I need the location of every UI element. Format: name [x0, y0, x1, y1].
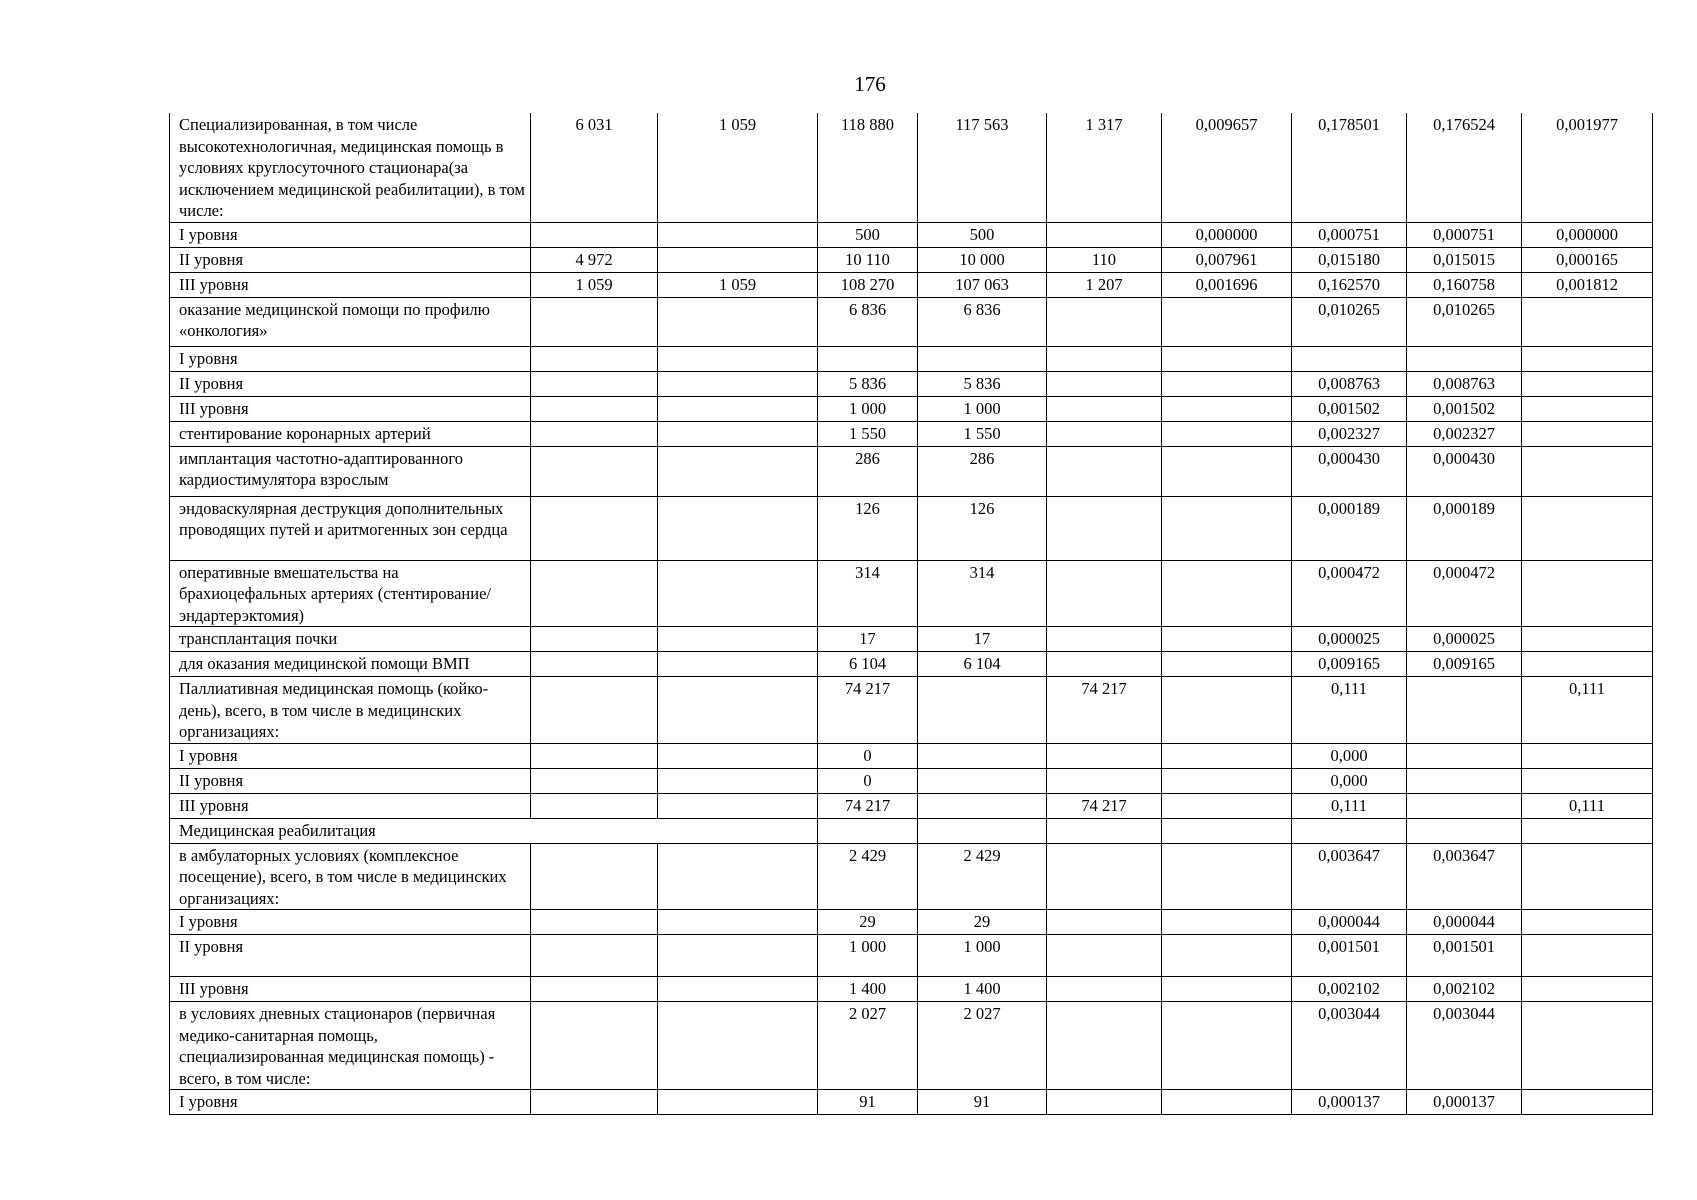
table-cell — [658, 1090, 818, 1115]
table-row — [170, 247, 1653, 272]
table-cell — [918, 818, 1047, 843]
table-cell — [658, 627, 818, 652]
table-cell — [658, 496, 818, 560]
table-row — [170, 935, 1653, 977]
table-cell: 108 270 — [818, 272, 918, 297]
table-cell: 0,000 — [1292, 743, 1407, 768]
table-cell: 74 217 — [1047, 677, 1162, 744]
table-cell — [531, 446, 658, 496]
table-cell — [1522, 446, 1653, 496]
table-cell — [531, 346, 658, 371]
table-cell — [531, 910, 658, 935]
table-cell — [1522, 627, 1653, 652]
table-cell: 0,000000 — [1162, 222, 1292, 247]
table-cell — [531, 977, 658, 1002]
table-cell: 0,001812 — [1522, 272, 1653, 297]
table-row — [170, 743, 1653, 768]
table-cell: 0,007961 — [1162, 247, 1292, 272]
row-label: I уровня — [170, 743, 531, 768]
table-cell: 17 — [918, 627, 1047, 652]
table-cell — [918, 346, 1047, 371]
table-row — [170, 793, 1653, 818]
table-cell: 1 000 — [818, 935, 918, 977]
table-cell — [1162, 396, 1292, 421]
table-cell: 110 — [1047, 247, 1162, 272]
table-cell — [531, 396, 658, 421]
table-cell — [531, 768, 658, 793]
table-cell: 0,010265 — [1407, 297, 1522, 346]
table-cell — [1522, 560, 1653, 627]
table-cell: 29 — [918, 910, 1047, 935]
table-cell: 2 429 — [818, 843, 918, 910]
table-cell — [1162, 421, 1292, 446]
table-cell — [531, 222, 658, 247]
table-cell: 0,000189 — [1292, 496, 1407, 560]
row-label: трансплантация почки — [170, 627, 531, 652]
table-cell — [1522, 843, 1653, 910]
table-cell: 0,009165 — [1292, 652, 1407, 677]
row-label: III уровня — [170, 793, 531, 818]
row-label: III уровня — [170, 272, 531, 297]
table-cell: 0,000751 — [1292, 222, 1407, 247]
table-cell — [658, 371, 818, 396]
table-cell — [531, 496, 658, 560]
table-cell — [1162, 818, 1292, 843]
table-cell: 0,111 — [1522, 793, 1653, 818]
table-cell: 0,001502 — [1407, 396, 1522, 421]
table-cell — [1047, 1002, 1162, 1090]
table-cell — [1162, 446, 1292, 496]
table-row — [170, 346, 1653, 371]
table-cell — [1047, 743, 1162, 768]
table-cell — [1162, 496, 1292, 560]
table-cell: 0,003044 — [1407, 1002, 1522, 1090]
row-label: Медицинская реабилитация — [170, 818, 818, 843]
table-cell: 500 — [818, 222, 918, 247]
table-cell — [1292, 818, 1407, 843]
table-cell — [918, 793, 1047, 818]
row-label: в амбулаторных условиях (комплексное посещение), всего, в том числе в медицинских организациях: — [170, 843, 531, 910]
row-label: II уровня — [170, 935, 531, 977]
table-cell — [531, 627, 658, 652]
table-body — [170, 113, 1653, 1115]
table-cell — [1407, 793, 1522, 818]
table-cell: 0,000044 — [1407, 910, 1522, 935]
table-cell — [1047, 396, 1162, 421]
table-cell: 0,010265 — [1292, 297, 1407, 346]
table-cell — [1407, 743, 1522, 768]
table-row — [170, 496, 1653, 560]
table-cell — [1162, 910, 1292, 935]
table-cell: 74 217 — [818, 677, 918, 744]
table-cell: 0,178501 — [1292, 113, 1407, 222]
table-cell: 1 059 — [658, 272, 818, 297]
table-cell: 1 000 — [818, 396, 918, 421]
table-row — [170, 818, 1653, 843]
table-cell: 0,001501 — [1292, 935, 1407, 977]
row-label: I уровня — [170, 346, 531, 371]
table-cell — [531, 1002, 658, 1090]
table-cell — [531, 743, 658, 768]
table-cell: 0,009657 — [1162, 113, 1292, 222]
table-cell — [1522, 768, 1653, 793]
table-cell: 1 059 — [658, 113, 818, 222]
table-cell — [1407, 768, 1522, 793]
table-cell: 0,001501 — [1407, 935, 1522, 977]
table-cell: 91 — [918, 1090, 1047, 1115]
row-label: имплантация частотно-адаптированного кардиостимулятора взрослым — [170, 446, 531, 496]
table-cell — [531, 560, 658, 627]
table-cell — [658, 910, 818, 935]
table-cell — [918, 677, 1047, 744]
table-cell: 0,008763 — [1407, 371, 1522, 396]
table-cell — [1522, 421, 1653, 446]
table-cell: 0,160758 — [1407, 272, 1522, 297]
table-cell: 0,176524 — [1407, 113, 1522, 222]
table-cell: 1 207 — [1047, 272, 1162, 297]
table-row — [170, 371, 1653, 396]
table-cell — [1162, 768, 1292, 793]
table-cell — [658, 843, 818, 910]
table-row — [170, 396, 1653, 421]
table-row — [170, 977, 1653, 1002]
table-cell: 286 — [818, 446, 918, 496]
table-row — [170, 768, 1653, 793]
row-label: I уровня — [170, 910, 531, 935]
table-cell: 118 880 — [818, 113, 918, 222]
table-cell: 0,001502 — [1292, 396, 1407, 421]
table-cell: 6 031 — [531, 113, 658, 222]
table-cell: 0,009165 — [1407, 652, 1522, 677]
row-label: Паллиативная медицинская помощь (койко-день), всего, в том числе в медицинских организациях: — [170, 677, 531, 744]
row-label: эндоваскулярная деструкция дополнительных проводящих путей и аритмогенных зон сердца — [170, 496, 531, 560]
row-label: I уровня — [170, 1090, 531, 1115]
table-cell — [531, 935, 658, 977]
table-cell — [1047, 421, 1162, 446]
table-cell: 1 000 — [918, 935, 1047, 977]
table-cell: 107 063 — [918, 272, 1047, 297]
table-cell — [658, 222, 818, 247]
table-row — [170, 843, 1653, 910]
table-cell — [1047, 371, 1162, 396]
table-row — [170, 421, 1653, 446]
table-cell — [658, 768, 818, 793]
row-label: в условиях дневных стационаров (первичная медико-санитарная помощь, специализированная медицинская помощь) - всего, в том числе: — [170, 1002, 531, 1090]
table-row — [170, 627, 1653, 652]
table-cell: 0,015015 — [1407, 247, 1522, 272]
table-cell — [818, 818, 918, 843]
table-cell: 0,111 — [1292, 677, 1407, 744]
table-cell — [1047, 627, 1162, 652]
table-cell: 0,003647 — [1407, 843, 1522, 910]
row-label: стентирование коронарных артерий — [170, 421, 531, 446]
table-row — [170, 652, 1653, 677]
table-cell: 314 — [818, 560, 918, 627]
table-cell: 10 110 — [818, 247, 918, 272]
table-cell: 1 000 — [918, 396, 1047, 421]
table-cell: 2 429 — [918, 843, 1047, 910]
page-number: 176 — [854, 72, 886, 96]
table-cell: 0,000472 — [1407, 560, 1522, 627]
table-cell — [1522, 496, 1653, 560]
row-label: III уровня — [170, 396, 531, 421]
table-cell — [658, 396, 818, 421]
table-cell — [1162, 843, 1292, 910]
table-row — [170, 297, 1653, 346]
table-cell — [1162, 346, 1292, 371]
table-cell — [531, 677, 658, 744]
table-cell: 5 836 — [818, 371, 918, 396]
table-cell: 0,000430 — [1292, 446, 1407, 496]
table-cell: 6 836 — [918, 297, 1047, 346]
table-cell — [918, 743, 1047, 768]
table-cell: 0,001696 — [1162, 272, 1292, 297]
table-cell: 1 550 — [818, 421, 918, 446]
table-cell: 0,001977 — [1522, 113, 1653, 222]
table-cell — [1522, 977, 1653, 1002]
table-cell — [1522, 1090, 1653, 1115]
table-cell: 0,000472 — [1292, 560, 1407, 627]
table-cell — [1047, 910, 1162, 935]
table-cell — [658, 743, 818, 768]
table-cell — [1522, 1002, 1653, 1090]
table-cell: 314 — [918, 560, 1047, 627]
table-cell: 0,000751 — [1407, 222, 1522, 247]
table-cell: 1 400 — [918, 977, 1047, 1002]
table-cell — [1162, 743, 1292, 768]
table-cell — [1407, 677, 1522, 744]
table-cell — [1162, 677, 1292, 744]
table-cell — [531, 652, 658, 677]
table-cell — [531, 793, 658, 818]
table-cell: 0,000189 — [1407, 496, 1522, 560]
table-cell — [1522, 371, 1653, 396]
table-cell: 4 972 — [531, 247, 658, 272]
table-cell — [1047, 346, 1162, 371]
table-cell: 0,000430 — [1407, 446, 1522, 496]
table-cell — [1522, 297, 1653, 346]
table-cell — [1047, 560, 1162, 627]
table-cell: 1 317 — [1047, 113, 1162, 222]
row-label: оказание медицинской помощи по профилю «онкология» — [170, 297, 531, 346]
table-row — [170, 113, 1653, 222]
table-cell: 0,002327 — [1292, 421, 1407, 446]
table-cell: 91 — [818, 1090, 918, 1115]
table-cell: 0,008763 — [1292, 371, 1407, 396]
table-cell: 0,000137 — [1292, 1090, 1407, 1115]
table-cell: 2 027 — [918, 1002, 1047, 1090]
table-cell: 0,003647 — [1292, 843, 1407, 910]
table-cell — [531, 421, 658, 446]
table-row — [170, 1002, 1653, 1090]
table-cell: 0,000025 — [1407, 627, 1522, 652]
table-cell — [1162, 793, 1292, 818]
table-cell — [1047, 768, 1162, 793]
table-cell — [658, 446, 818, 496]
table-cell — [658, 297, 818, 346]
table-cell: 500 — [918, 222, 1047, 247]
table-cell: 17 — [818, 627, 918, 652]
table-cell: 74 217 — [818, 793, 918, 818]
table-cell — [1407, 346, 1522, 371]
table-cell — [1522, 346, 1653, 371]
table-cell: 0,162570 — [1292, 272, 1407, 297]
table-cell — [1047, 496, 1162, 560]
table-cell: 0,003044 — [1292, 1002, 1407, 1090]
table-cell: 117 563 — [918, 113, 1047, 222]
table-cell: 0,002327 — [1407, 421, 1522, 446]
table-cell — [1047, 977, 1162, 1002]
table-cell: 0,015180 — [1292, 247, 1407, 272]
table-cell: 6 836 — [818, 297, 918, 346]
table-cell — [1292, 346, 1407, 371]
table-cell: 0,000 — [1292, 768, 1407, 793]
table-cell — [658, 977, 818, 1002]
table-cell — [1047, 1090, 1162, 1115]
table-cell: 5 836 — [918, 371, 1047, 396]
table-cell — [1047, 935, 1162, 977]
row-label: III уровня — [170, 977, 531, 1002]
table-cell — [658, 793, 818, 818]
table-cell — [531, 1090, 658, 1115]
table-cell — [1162, 371, 1292, 396]
table-cell — [1162, 935, 1292, 977]
table-cell — [531, 371, 658, 396]
table-cell — [531, 843, 658, 910]
table-cell — [1162, 627, 1292, 652]
row-label: для оказания медицинской помощи ВМП — [170, 652, 531, 677]
row-label: II уровня — [170, 247, 531, 272]
table-cell — [1522, 652, 1653, 677]
table-cell: 1 550 — [918, 421, 1047, 446]
table-cell — [1047, 446, 1162, 496]
table-cell — [658, 560, 818, 627]
table-cell — [1047, 297, 1162, 346]
table-cell — [1047, 843, 1162, 910]
table-cell — [918, 768, 1047, 793]
table-cell: 286 — [918, 446, 1047, 496]
table-cell: 10 000 — [918, 247, 1047, 272]
table-cell — [1522, 935, 1653, 977]
table-cell: 29 — [818, 910, 918, 935]
table-cell: 2 027 — [818, 1002, 918, 1090]
table-cell — [1522, 818, 1653, 843]
table-cell — [658, 935, 818, 977]
table-cell — [1047, 222, 1162, 247]
table-cell: 74 217 — [1047, 793, 1162, 818]
table-cell — [1162, 652, 1292, 677]
table-cell — [1522, 910, 1653, 935]
table-cell — [658, 247, 818, 272]
table-cell — [1162, 560, 1292, 627]
table-cell — [1522, 743, 1653, 768]
table-cell: 6 104 — [818, 652, 918, 677]
table-cell — [658, 652, 818, 677]
table-row — [170, 677, 1653, 744]
table-cell — [658, 346, 818, 371]
table-cell: 0,000044 — [1292, 910, 1407, 935]
table-cell — [531, 297, 658, 346]
table-row — [170, 910, 1653, 935]
row-label: II уровня — [170, 768, 531, 793]
table-row — [170, 560, 1653, 627]
table-cell: 0,002102 — [1292, 977, 1407, 1002]
table-row — [170, 1090, 1653, 1115]
table-cell: 0,002102 — [1407, 977, 1522, 1002]
table-cell — [658, 421, 818, 446]
row-label: I уровня — [170, 222, 531, 247]
table-cell: 0,111 — [1292, 793, 1407, 818]
table-cell: 0 — [818, 768, 918, 793]
table-cell — [1162, 1002, 1292, 1090]
row-label: оперативные вмешательства на брахиоцефальных артериях (стентирование/эндартерэктомия) — [170, 560, 531, 627]
table-cell — [1162, 977, 1292, 1002]
row-label: II уровня — [170, 371, 531, 396]
table-row — [170, 446, 1653, 496]
table-cell — [818, 346, 918, 371]
table-cell — [1407, 818, 1522, 843]
table-cell: 1 059 — [531, 272, 658, 297]
table-cell: 126 — [918, 496, 1047, 560]
table-cell — [1522, 396, 1653, 421]
table-cell — [1162, 1090, 1292, 1115]
table-cell: 126 — [818, 496, 918, 560]
table-cell: 0,000000 — [1522, 222, 1653, 247]
row-label: Специализированная, в том числе высокотехнологичная, медицинская помощь в условиях круглосуточного стационара(за исключением медицинской реабилитации), в том числе: — [170, 113, 531, 222]
table-cell — [1047, 652, 1162, 677]
table-cell: 0,000025 — [1292, 627, 1407, 652]
table-cell — [658, 677, 818, 744]
table-cell: 6 104 — [918, 652, 1047, 677]
table-cell — [1047, 818, 1162, 843]
table-cell — [1162, 297, 1292, 346]
table-cell: 0,000165 — [1522, 247, 1653, 272]
table-cell: 0 — [818, 743, 918, 768]
table-cell — [658, 1002, 818, 1090]
table-row — [170, 272, 1653, 297]
table-cell: 1 400 — [818, 977, 918, 1002]
table-cell: 0,111 — [1522, 677, 1653, 744]
table-cell: 0,000137 — [1407, 1090, 1522, 1115]
table-row — [170, 222, 1653, 247]
data-table — [169, 113, 1653, 1115]
